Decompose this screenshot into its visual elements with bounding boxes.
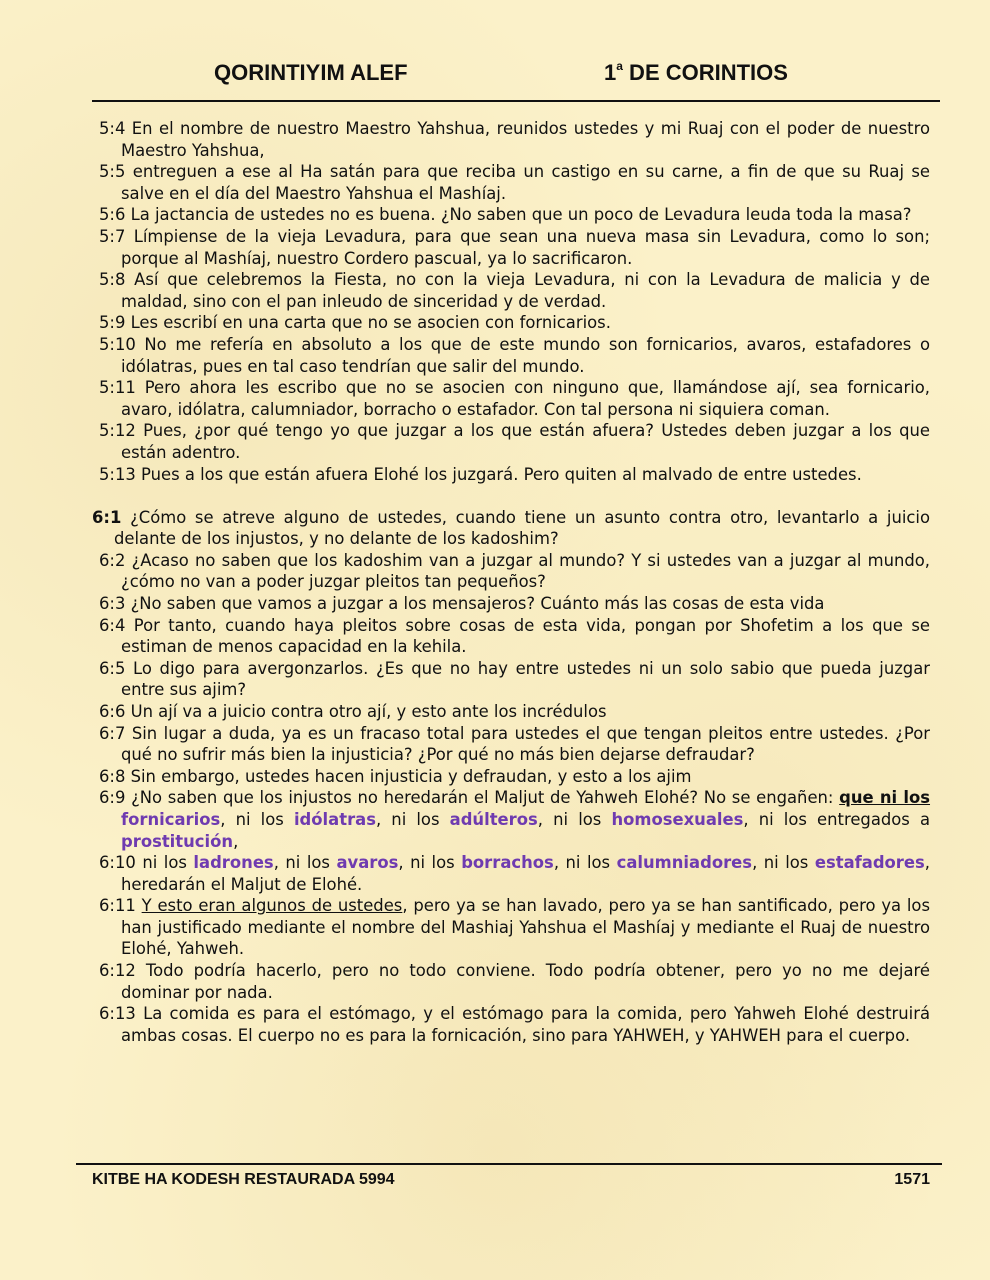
verse-6-9-lead: 6:9 ¿No saben que los injustos no heredarán el Maljut de Yahweh Elohé? No se engañen: (99, 788, 840, 808)
text-segment: , (233, 831, 239, 851)
book-title-hebrew: QORINTIYIM ALEF (214, 60, 408, 85)
verse-6-7: 6:7 Sin lugar a duda, ya es un fracaso total para ustedes el que tengan pleitos entre ustedes. ¿Por qué no sufrir más bien la injusticia? ¿Por qué no más bien dejarse defraudar? (99, 723, 930, 765)
underlined-phrase: Y esto eran algunos de ustedes (141, 896, 403, 916)
emphasis-que-ni-los: que ni los (839, 788, 931, 808)
text-segment: , ni los (537, 809, 612, 829)
text-segment: , ni los entregados a (743, 809, 931, 829)
text-segment: , ni los (398, 853, 462, 873)
highlight-word: idólatras (293, 809, 376, 829)
highlight-word: ladrones (193, 853, 274, 873)
verse-5-8: 5:8 Así que celebremos la Fiesta, no con la vieja Levadura, ni con la Levadura de malicia y de maldad, sino con el pan inleudo de sinceridad y de verdad. (99, 270, 930, 311)
text-segment: , ni los (375, 809, 450, 829)
verse-5-13: 5:13 Pues a los que están afuera Elohé los juzgará. Pero quiten al malvado de entre ustedes. (99, 464, 862, 484)
text-segment: , ni los (273, 853, 337, 873)
highlight-word: avaros (336, 853, 399, 873)
verse-6-3: 6:3 ¿No saben que vamos a juzgar a los mensajeros? Cuánto más las cosas de esta vida (99, 593, 825, 613)
verse-6-13: 6:13 La comida es para el estómago, y el estómago para la comida, pero Yahweh Elohé destruirá ambas cosas. El cuerpo no es para la fornicación, sino para YAHWEH, y YAHWEH para el cuerpo. (99, 1004, 930, 1045)
verse-6-10 (99, 852, 930, 895)
scripture-text (92, 118, 931, 1046)
highlight-word: calumniadores (616, 853, 753, 873)
chapter-6-marker: 6:1 (92, 507, 122, 527)
page-header (92, 58, 940, 90)
text-segment: , ni los (752, 853, 815, 873)
highlight-word: adúlteros (449, 809, 538, 829)
chapter-gap (99, 485, 930, 507)
verse-6-11 (99, 895, 930, 960)
text-segment: , ni los (553, 853, 617, 873)
verse-5-9: 5:9 Les escribí en una carta que no se asocien con fornicarios. (99, 313, 611, 333)
highlight-word: prostitución (121, 831, 234, 851)
verse-6-1 (92, 507, 930, 550)
highlight-word: homosexuales (611, 809, 744, 829)
verse-5-4: 5:4 En el nombre de nuestro Maestro Yahshua, reunidos ustedes y mi Ruaj con el poder de nuestro Maestro Yahshua, (99, 119, 930, 160)
verse-6-8: 6:8 Sin embargo, ustedes hacen injusticia y defraudan, y esto a los ajim (99, 766, 692, 786)
verse-5-5: 5:5 entreguen a ese al Ha satán para que reciba un castigo en su carne, a fin de que su Ruaj se salve en el día del Maestro Yahshua el Mashíaj. (99, 162, 930, 203)
book-number: 1 (604, 60, 617, 85)
text-segment: , ni los (220, 809, 294, 829)
verse-6-6: 6:6 Un ají va a juicio contra otro ají, y esto ante los incrédulos (99, 701, 607, 721)
verse-5-12: 5:12 Pues, ¿por qué tengo yo que juzgar a los que están afuera? Ustedes deben juzgar a los que están adentro. (99, 421, 930, 462)
footer-rule (76, 1163, 942, 1165)
verse-5-10: 5:10 No me refería en absoluto a los que de este mundo son fornicarios, avaros, estafadores o idólatras, pues en tal caso tendrían que salir del mundo. (99, 334, 930, 376)
verse-6-9 (99, 787, 930, 852)
verse-6-12: 6:12 Todo podría hacerlo, pero no todo conviene. Todo podría obtener, pero yo no me dejaré dominar por nada. (99, 961, 930, 1002)
book-name: DE CORINTIOS (622, 60, 788, 85)
text-segment: , heredarán el Maljut de Elohé. (121, 853, 930, 894)
highlight-word: estafadores (814, 853, 925, 873)
highlight-word: borrachos (461, 853, 554, 873)
footer-title: KITBE HA KODESH RESTAURADA 5994 (92, 1171, 395, 1188)
verse-6-10-lead: 6:10 ni los (99, 853, 194, 873)
header-rule (92, 100, 940, 102)
page-number: 1571 (894, 1171, 930, 1188)
highlight-word: fornicarios (121, 809, 221, 829)
verse-5-11: 5:11 Pero ahora les escribo que no se asocien con ninguno que, llamándose ají, sea fornicario, avaro, idólatra, calumniador, borracho o estafador. Con tal persona ni siquiera coman. (99, 378, 930, 419)
verse-6-11-num: 6:11 (99, 896, 142, 916)
verse-5-7: 5:7 Límpiense de la vieja Levadura, para que sean una nueva masa sin Levadura, como lo son; porque al Mashíaj, nuestro Cordero pascual, ya lo sacrificaron. (99, 226, 930, 268)
verse-6-2: 6:2 ¿Acaso no saben que los kadoshim van a juzgar al mundo? Y si ustedes van a juzgar al mundo, ¿cómo no van a poder juzgar pleitos tan pequeños? (99, 550, 930, 592)
book-title-spanish (604, 60, 788, 86)
verse-6-11-rest: , pero ya se han lavado, pero ya se han santificado, pero ya los han justificado mediante el nombre del Mashiaj Yahshua el Mashíaj y mediante el Ruaj de nuestro Elohé, Yahweh. (121, 896, 930, 959)
verse-6-1-text: ¿Cómo se atreve alguno de ustedes, cuando tiene un asunto contra otro, levantarlo a juicio delante de los injustos, y no delante de los kadoshim? (114, 507, 930, 549)
verse-5-6: 5:6 La jactancia de ustedes no es buena. ¿No saben que un poco de Levadura leuda toda la masa? (99, 205, 912, 225)
verse-6-5: 6:5 Lo digo para avergonzarlos. ¿Es que no hay entre ustedes ni un solo sabio que pueda juzgar entre sus ajim? (99, 658, 930, 700)
verse-6-4: 6:4 Por tanto, cuando haya pleitos sobre cosas de esta vida, pongan por Shofetim a los que se estiman de menos capacidad en la kehila. (99, 615, 930, 657)
ordinal-suffix: a (616, 58, 623, 73)
